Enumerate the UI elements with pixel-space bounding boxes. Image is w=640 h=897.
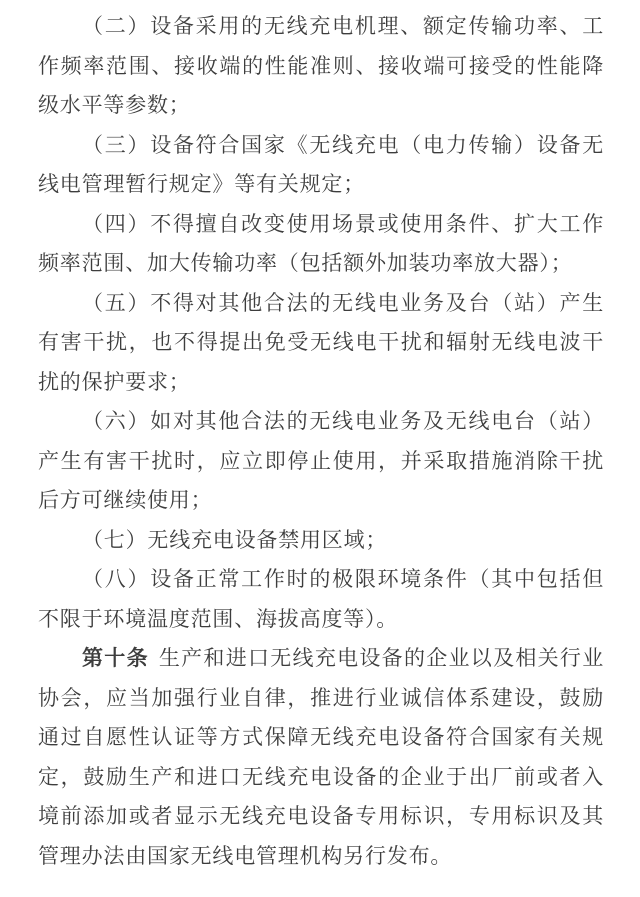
list-item-2: （二）设备采用的无线充电机理、额定传输功率、工作频率范围、接收端的性能准则、接收端可接受的性能降级水平等参数； — [38, 14, 604, 117]
list-item-7: （七）无线充电设备禁用区域； — [82, 527, 388, 552]
paragraph-article-10 — [38, 639, 604, 876]
list-item-5: （五）不得对其他合法的无线电业务及台（站）产生有害干扰，也不得提出免受无线电干扰和辐射无线电波干扰的保护要求； — [38, 290, 604, 394]
list-item-8: （八）设备正常工作时的极限环境条件（其中包括但不限于环境温度范围、海拔高度等）。 — [38, 567, 604, 631]
list-item-3: （三）设备符合国家《无线充电（电力传输）设备无线电管理暂行规定》等有关规定； — [38, 132, 604, 196]
article-number-label: 第十条 — [82, 646, 149, 670]
list-item-6: （六）如对其他合法的无线电业务及无线电台（站）产生有害干扰时，应立即停止使用，并采取措施消除干扰后方可继续使用； — [38, 409, 604, 512]
article-body-text: 生产和进口无线充电设备的企业以及相关行业协会，应当加强行业自律，推进行业诚信体系建设，鼓励通过自愿性认证等方式保障无线充电设备符合国家有关规定，鼓励生产和进口无线充电设备的企业于出厂前或者入境前添加或者显示无线充电设备专用标识，专用标识及其管理办法由国家无线电管理机构另行发布。 — [38, 646, 605, 868]
list-item-4: （四）不得擅自改变使用场景或使用条件、扩大工作频率范围、加大传输功率（包括额外加装功率放大器）； — [38, 211, 604, 275]
